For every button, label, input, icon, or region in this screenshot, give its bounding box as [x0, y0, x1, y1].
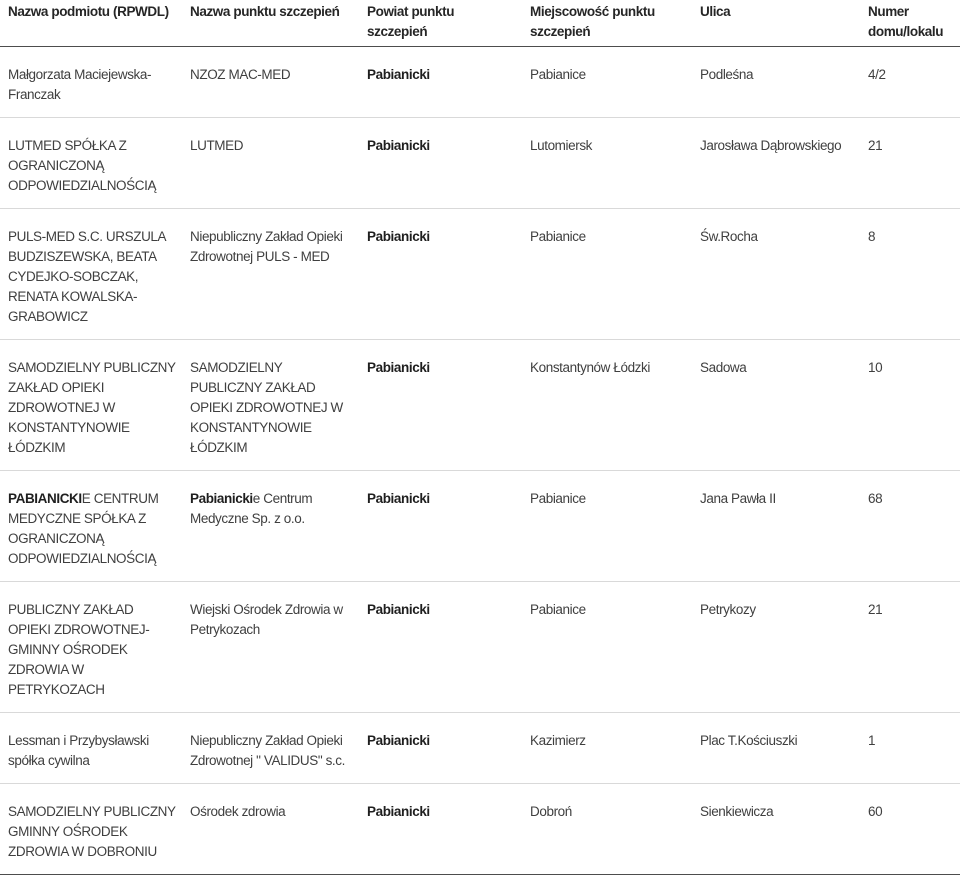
- cell-miejscowosc: [522, 582, 692, 713]
- table-row: [0, 784, 960, 875]
- cell-miejscowosc: [522, 209, 692, 340]
- cell-numer: [860, 47, 960, 118]
- cell-text: Małgorzata Maciejewska-Franczak: [8, 67, 152, 102]
- cell-text: SAMODZIELNY PUBLICZNY GMINNY OŚRODEK ZDROWIA W DOBRONIU: [8, 804, 176, 859]
- cell-punkt: [182, 582, 359, 713]
- table-row: [0, 713, 960, 784]
- table-row: [0, 209, 960, 340]
- table-body: [0, 47, 960, 875]
- cell-miejscowosc: [522, 784, 692, 875]
- cell-text: 10: [868, 360, 883, 375]
- cell-powiat: [359, 118, 522, 209]
- cell-text: Podleśna: [700, 67, 754, 82]
- cell-podmiot: [0, 340, 182, 471]
- cell-numer: [860, 118, 960, 209]
- cell-text: Jarosława Dąbrowskiego: [700, 138, 842, 153]
- cell-numer: [860, 713, 960, 784]
- column-header-podmiot: Nazwa podmiotu (RPWDL): [0, 0, 182, 47]
- table-row: [0, 340, 960, 471]
- cell-punkt: [182, 340, 359, 471]
- cell-miejscowosc: [522, 713, 692, 784]
- cell-powiat: [359, 471, 522, 582]
- cell-ulica: [692, 713, 860, 784]
- cell-numer: [860, 340, 960, 471]
- cell-text: 21: [868, 138, 883, 153]
- cell-text: SAMODZIELNY PUBLICZNY ZAKŁAD OPIEKI ZDROWOTNEJ W KONSTANTYNOWIE ŁÓDZKIM: [190, 360, 343, 455]
- cell-ulica: [692, 47, 860, 118]
- cell-text: LUTMED SPÓŁKA Z OGRANICZONĄ ODPOWIEDZIALNOŚCIĄ: [8, 138, 157, 193]
- cell-text: PULS-MED S.C. URSZULA BUDZISZEWSKA, BEATA CYDEJKO-SOBCZAK, RENATA KOWALSKA-GRABOWICZ: [8, 229, 166, 324]
- cell-numer: [860, 471, 960, 582]
- cell-text: Niepubliczny Zakład Opieki Zdrowotnej " VALIDUS" s.c.: [190, 733, 345, 768]
- column-header-powiat: Powiat punktu szczepień: [359, 0, 522, 47]
- search-match-text: Pabianicki: [367, 229, 430, 244]
- cell-text: Konstantynów Łódzki: [530, 360, 650, 375]
- cell-text: e Centrum Medyczne Sp. z o.o.: [190, 491, 313, 526]
- cell-powiat: [359, 784, 522, 875]
- cell-ulica: [692, 209, 860, 340]
- cell-text: Pabianice: [530, 67, 586, 82]
- cell-text: 68: [868, 491, 883, 506]
- search-match-text: PABIANICKI: [8, 491, 82, 506]
- search-match-text: Pabianicki: [367, 491, 430, 506]
- cell-text: E CENTRUM MEDYCZNE SPÓŁKA Z OGRANICZONĄ ODPOWIEDZIALNOŚCIĄ: [8, 491, 159, 566]
- cell-miejscowosc: [522, 47, 692, 118]
- cell-text: Kazimierz: [530, 733, 586, 748]
- cell-ulica: [692, 340, 860, 471]
- cell-miejscowosc: [522, 340, 692, 471]
- cell-text: Jana Pawła II: [700, 491, 776, 506]
- cell-text: Lessman i Przybysławski spółka cywilna: [8, 733, 149, 768]
- table-header-row: [0, 0, 960, 47]
- column-header-ulica: Ulica: [692, 0, 860, 47]
- cell-text: Niepubliczny Zakład Opieki Zdrowotnej PULS - MED: [190, 229, 343, 264]
- cell-text: Dobroń: [530, 804, 572, 819]
- search-match-text: Pabianicki: [367, 804, 430, 819]
- cell-podmiot: [0, 118, 182, 209]
- table-row: [0, 47, 960, 118]
- search-match-text: Pabianicki: [367, 67, 430, 82]
- cell-text: 1: [868, 733, 876, 748]
- cell-ulica: [692, 118, 860, 209]
- table-row: [0, 118, 960, 209]
- cell-powiat: [359, 47, 522, 118]
- cell-numer: [860, 209, 960, 340]
- cell-podmiot: [0, 471, 182, 582]
- cell-podmiot: [0, 209, 182, 340]
- cell-punkt: [182, 784, 359, 875]
- cell-text: Sadowa: [700, 360, 747, 375]
- cell-text: 60: [868, 804, 883, 819]
- cell-text: Ośrodek zdrowia: [190, 804, 286, 819]
- cell-punkt: [182, 713, 359, 784]
- cell-text: PUBLICZNY ZAKŁAD OPIEKI ZDROWOTNEJ-GMINNY OŚRODEK ZDROWIA W PETRYKOZACH: [8, 602, 150, 697]
- cell-text: NZOZ MAC-MED: [190, 67, 291, 82]
- cell-punkt: [182, 209, 359, 340]
- cell-powiat: [359, 340, 522, 471]
- cell-text: Pabianice: [530, 602, 586, 617]
- search-match-text: Pabianicki: [190, 491, 253, 506]
- cell-text: LUTMED: [190, 138, 244, 153]
- search-match-text: Pabianicki: [367, 138, 430, 153]
- cell-text: Sienkiewicza: [700, 804, 774, 819]
- search-match-text: Pabianicki: [367, 360, 430, 375]
- cell-text: SAMODZIELNY PUBLICZNY ZAKŁAD OPIEKI ZDROWOTNEJ W KONSTANTYNOWIE ŁÓDZKIM: [8, 360, 176, 455]
- cell-podmiot: [0, 713, 182, 784]
- cell-ulica: [692, 784, 860, 875]
- cell-powiat: [359, 582, 522, 713]
- search-match-text: Pabianicki: [367, 602, 430, 617]
- cell-text: Petrykozy: [700, 602, 756, 617]
- cell-miejscowosc: [522, 471, 692, 582]
- cell-text: 8: [868, 229, 876, 244]
- cell-punkt: [182, 118, 359, 209]
- cell-powiat: [359, 209, 522, 340]
- table-row: [0, 582, 960, 713]
- cell-text: 21: [868, 602, 883, 617]
- table-row: [0, 471, 960, 582]
- cell-text: Wiejski Ośrodek Zdrowia w Petrykozach: [190, 602, 343, 637]
- cell-ulica: [692, 582, 860, 713]
- cell-podmiot: [0, 47, 182, 118]
- cell-numer: [860, 784, 960, 875]
- cell-text: Pabianice: [530, 491, 586, 506]
- column-header-punkt: Nazwa punktu szczepień: [182, 0, 359, 47]
- cell-miejscowosc: [522, 118, 692, 209]
- cell-text: Plac T.Kościuszki: [700, 733, 798, 748]
- table-header: [0, 0, 960, 47]
- cell-punkt: [182, 47, 359, 118]
- search-match-text: Pabianicki: [367, 733, 430, 748]
- cell-podmiot: [0, 582, 182, 713]
- cell-powiat: [359, 713, 522, 784]
- cell-numer: [860, 582, 960, 713]
- cell-punkt: [182, 471, 359, 582]
- cell-podmiot: [0, 784, 182, 875]
- cell-text: Pabianice: [530, 229, 586, 244]
- column-header-miejscowosc: Miejscowość punktu szczepień: [522, 0, 692, 47]
- cell-ulica: [692, 471, 860, 582]
- cell-text: 4/2: [868, 67, 886, 82]
- column-header-numer: Numer domu/lokalu: [860, 0, 960, 47]
- cell-text: Lutomiersk: [530, 138, 593, 153]
- cell-text: Św.Rocha: [700, 229, 758, 244]
